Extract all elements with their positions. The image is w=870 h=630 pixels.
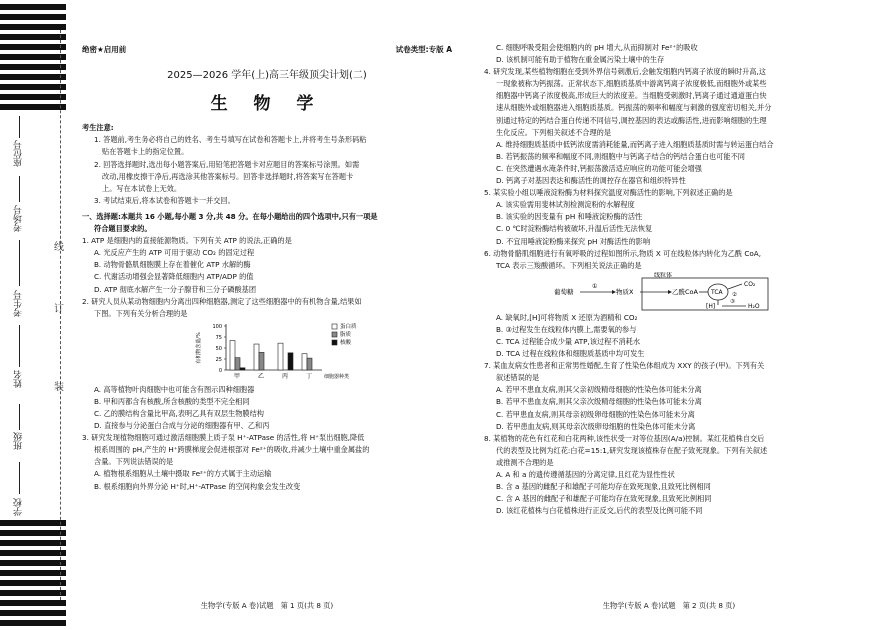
question-4-stem: 生化反应。下列相关叙述不合理的是	[496, 127, 612, 137]
notice-line: 改动,用橡皮擦干净后,再选涂其他答案标号。回答非选择题时,将答案写在答题卡	[102, 171, 354, 181]
question-7-option: C. 若甲患血友病,则其母亲初级卵母细胞的性染色体可能未分离	[496, 409, 695, 419]
mito-label: 线粒体	[654, 271, 673, 279]
binding-stripe	[0, 620, 66, 626]
respiration-diagram-svg	[554, 272, 774, 312]
bar-脂质	[235, 357, 240, 369]
question-7-option: B. 若甲不患血友病,则其父亲次级精母细胞的性染色体可能未分离	[496, 397, 702, 407]
question-4-stem: 速从细胞外或细胞器进入细胞质基质。钙振荡的频率和幅度与刺激的强度密切相关,并分	[496, 103, 772, 113]
legend-label: 脂质	[340, 331, 352, 338]
question-2-option: B. 甲和丙都含有核酸,所含核酸的类型不完全相同	[94, 396, 250, 406]
seal-mark-line: 线	[54, 242, 64, 253]
x-axis-label: 细胞器种类	[324, 373, 350, 380]
question-8-option: C. 含 A 基因的雌配子和雄配子可能均存在致死现象,且致死比例相同	[496, 494, 712, 504]
co2-label: CO₂	[744, 280, 756, 288]
x-tick-label: 丙	[281, 372, 289, 380]
question-6-option: A. 缺氧时,[H]可将物质 X 还原为酒精和 CO₂	[496, 312, 638, 322]
question-1-option: A. 光反应产生的 ATP 可用于驱动 CO₂ 的固定过程	[94, 248, 255, 258]
binding-stripe	[0, 44, 66, 50]
question-8-stem: 8. 某植物的花色有红花和白花两种,该性状受一对等位基因(A/a)控制。某红花植株自交后	[484, 433, 765, 443]
page-2	[484, 0, 854, 630]
step-2-label: ②	[732, 291, 737, 298]
question-7-option: D. 若甲患血友病,则其母亲次级卵母细胞的性染色体可能未分离	[496, 421, 696, 431]
question-2-option: A. 高等植物叶肉细胞中也可能含有图示四种细胞器	[94, 384, 255, 394]
question-3-option: B. 根系细胞向外界分泌 H⁺时,H⁺-ATPase 的空间构象会发生改变	[94, 481, 301, 491]
binding-stripe	[0, 530, 66, 536]
question-8-option: B. 含 a 基因的雌配子和雄配子可能均存在致死现象,且致死比例相同	[496, 482, 711, 492]
fill-line	[19, 325, 20, 367]
legend-label: 蛋白质	[340, 323, 357, 330]
respiration-diagram	[554, 272, 774, 312]
page-header	[82, 44, 452, 56]
x-tick-label: 丁	[305, 372, 313, 380]
step-3-label: ③	[730, 298, 735, 305]
section-heading: 符合题目要求的。	[94, 224, 152, 234]
legend-swatch	[332, 340, 337, 345]
question-6-option: B. ③过程发生在线粒体内膜上,需要氧的参与	[496, 324, 637, 334]
binding-stripe	[0, 570, 66, 576]
arrow-line	[728, 284, 742, 289]
question-5-option: C. 0 ℃时淀粉酶结构被破坏,升温后活性无法恢复	[496, 224, 653, 234]
binding-stripe	[0, 600, 66, 606]
question-2-option: C. 乙的膜结构含量比甲高,表明乙具有双层生物膜结构	[94, 408, 265, 418]
question-8-option: A. A 和 a 的遗传遵循基因的分离定律,且红花为显性性状	[496, 470, 675, 479]
binding-stripe	[0, 540, 66, 546]
question-6-option: C. TCA 过程能合成少量 ATP,该过程不消耗水	[496, 336, 641, 346]
candidate-number-label: 考生号	[14, 290, 24, 317]
question-5-option: A. 该实验需用斐林试剂检测淀粉的水解程度	[496, 200, 635, 210]
tca-label: TCA	[711, 288, 723, 296]
question-3-option: C. 细胞呼吸受阻会使细胞内的 pH 增大,从而抑制对 Fe²⁺的吸收	[496, 43, 698, 52]
notice-line: 2. 回答选择题时,选出每小题答案后,用铅笔把答题卡对应题目的答案标号涂黑。如需	[94, 159, 360, 169]
fill-line	[19, 462, 20, 494]
question-6-stem: TCA 表示三羧酸循环。下列相关说法正确的是	[496, 260, 642, 270]
binding-stripe	[0, 610, 66, 616]
binding-stripe	[0, 24, 66, 30]
paper-type-label: 试卷类型:专版 A	[395, 45, 452, 54]
question-5-stem: 5. 某实验小组以唾液淀粉酶为材料探究温度对酶活性的影响,下列叙述正确的是	[484, 188, 733, 198]
x-tick-label: 甲	[233, 372, 241, 380]
bar-chart-svg	[192, 320, 382, 384]
y-tick-label: 25	[215, 356, 222, 363]
binding-margin	[0, 0, 72, 630]
binding-stripe	[0, 14, 66, 20]
fill-line	[19, 116, 20, 138]
legend-swatch	[332, 332, 337, 337]
seat-number-label: 座位号	[14, 140, 24, 167]
question-8-stem: 或推测不合理的是	[496, 457, 554, 467]
question-5-option: B. 该实验的因变量有 pH 和唾液淀粉酶的活性	[496, 212, 643, 222]
bar-蛋白质	[302, 354, 307, 370]
y-tick-label: 50	[215, 345, 222, 352]
step-1-label: ①	[592, 282, 598, 290]
question-6-option: D. TCA 过程在线粒体和细胞质基质中均可发生	[496, 349, 645, 359]
fill-line	[19, 240, 20, 286]
binding-stripe	[0, 34, 66, 40]
seal-mark-pack: 装	[54, 382, 64, 393]
subject-title: 生 物 学	[210, 94, 324, 115]
question-6-stem: 6. 动物骨骼肌细胞进行有氧呼吸的过程如图所示,物质 X 可在线粒体内转化为乙酰 CoA,	[484, 248, 762, 258]
question-8-option: D. 该红花植株与白花植株进行正反交,后代的表型及比例可能不同	[496, 506, 703, 516]
x-tick-label: 乙	[257, 372, 265, 380]
page-1	[82, 0, 452, 630]
question-1-option: C. 代谢活动增强会显著降低细胞内 ATP/ADP 的值	[94, 272, 254, 282]
bar-脂质	[307, 358, 312, 370]
question-2-stem: 2. 研究人员从某动物细胞内分离出四种细胞器,测定了这些细胞器中的有机物含量,结果如	[82, 296, 362, 306]
binding-stripe	[0, 520, 66, 526]
bar-核酸	[288, 353, 293, 370]
legend-swatch	[332, 324, 337, 329]
question-7-option: A. 若甲不患血友病,则其父亲初级精母细胞的性染色体可能未分离	[496, 385, 702, 395]
legend-label: 核酸	[340, 339, 352, 346]
question-7-stem: 叙述错误的是	[496, 373, 540, 383]
notice-line: 贴在答题卡上的指定位置。	[102, 147, 189, 157]
fill-line	[19, 404, 20, 430]
page-footer: 生物学(专版 A 卷)试题 第 1 页(共 8 页)	[200, 600, 334, 610]
question-5-option: D. 不宜用唾液淀粉酶来探究 pH 对酶活性的影响	[496, 236, 651, 246]
question-3-option: A. 植物根系细胞从土壤中摄取 Fe²⁺的方式属于主动运输	[94, 469, 272, 479]
question-4-option: D. 钙离子对基因表达和酶活性的调控存在器官和组织特异性	[496, 176, 686, 186]
h-label: [H]	[706, 302, 716, 310]
h2o-label: H₂O	[748, 302, 760, 310]
binding-stripe	[0, 560, 66, 566]
binding-stripe	[0, 580, 66, 586]
question-4-stem: 细胞器中钙离子浓度极高,形成巨大的浓度差。当细胞受刺激时,钙离子通过通道蛋白快	[496, 91, 767, 101]
question-4-option: B. 若钙振荡的频率和幅度不同,则细胞中与钙离子结合的钙结合蛋白也可能不同	[496, 151, 745, 161]
question-4-stem: 一现象被称为钙振荡。正常状态下,细胞质基质中游离钙离子浓度极低,而细胞外或某些	[496, 79, 767, 89]
binding-stripe	[0, 54, 66, 60]
confidential-label: 绝密★启用前	[82, 45, 127, 54]
question-4-option: C. 在突然遭遇水淹条件时,钙振荡激活适应响应的功能可能会增强	[496, 163, 702, 173]
y-axis-label: 有机物含量/%	[196, 332, 202, 364]
y-tick-label: 0	[218, 367, 222, 374]
acetyl-coa-label: 乙酰CoA	[672, 287, 698, 296]
x-label: 物质X	[616, 287, 634, 296]
binding-stripe	[0, 4, 66, 10]
bar-蛋白质	[254, 344, 259, 370]
name-label: 姓名	[14, 370, 24, 388]
binding-stripe	[0, 104, 66, 110]
school-label: 学校	[14, 498, 24, 516]
binding-stripe	[0, 590, 66, 596]
question-2-stem: 下图。下列有关分析合理的是	[94, 308, 188, 318]
glucose-label: 葡萄糖	[554, 287, 574, 296]
question-4-stem: 4. 研究发现,某些植物细胞在受到外界信号刺激后,会触发细胞内钙离子浓度的瞬时升高,这	[484, 67, 766, 77]
question-8-stem: 代的表型及比例为红花:白花=15:1,研究发现该植株存在配子致死现象。下列有关叙述	[496, 445, 768, 455]
question-3-stem: 根系周围的 pH,产生的 H⁺跨膜梯度会促进根部对 Fe²⁺的吸收,并减少土壤中重金属盐的	[94, 445, 370, 455]
binding-stripe	[0, 84, 66, 90]
question-4-stem: 别通过特定的钙结合蛋白传递不同信号,调控基因的表达或酶活性,进而影响细胞的生理	[496, 115, 767, 125]
notice-line: 3. 考试结束后,将本试卷和答题卡一并交回。	[94, 195, 235, 205]
question-3-stem: 3. 研究发现植物细胞可通过激活细胞膜上质子泵 H⁺-ATPase 的活性,将 H⁺泵出细胞,降低	[82, 433, 365, 443]
notice-line: 1. 答题前,考生务必将自己的姓名、考生号填写在试卷和答题卡上,并将考生号条形码粘	[94, 135, 367, 145]
question-4-option: A. 维持细胞质基质中低钙浓度需消耗能量,而钙离子进入细胞质基质时需与转运蛋白结合	[496, 139, 774, 149]
exam-room-label: 考场号	[14, 205, 24, 232]
section-heading: 一、选择题:本题共 16 小题,每小题 3 分,共 48 分。在每小题给出的四个选项中,只有一项是	[82, 211, 378, 221]
bar-核酸	[240, 368, 245, 370]
exam-title: 2025—2026 学年(上)高三年级顶尖计划(二)	[167, 70, 367, 82]
bar-蛋白质	[278, 343, 283, 370]
binding-stripe	[0, 74, 66, 80]
question-2-option: D. 直接参与分泌蛋白合成与分泌的细胞器有甲、乙和丙	[94, 421, 270, 431]
organelle-bar-chart	[192, 320, 382, 384]
question-3-option: D. 该机制可能有助于植物在重金属污染土壤中的生存	[496, 55, 665, 65]
question-7-stem: 7. 某血友病女性患者和正常男性婚配,生育了性染色体组成为 XXY 的孩子(甲)。下列有关	[484, 361, 765, 371]
y-tick-label: 75	[215, 334, 222, 341]
notice-line: 上。写在本试卷上无效。	[102, 183, 182, 193]
question-3-stem: 含量。下列说法错误的是	[94, 457, 174, 467]
bar-脂质	[259, 352, 264, 370]
binding-stripe	[0, 550, 66, 556]
fill-line	[19, 176, 20, 202]
binding-stripe	[0, 64, 66, 70]
class-label: 班级	[14, 432, 24, 450]
binding-stripe	[0, 94, 66, 100]
notice-heading: 考生注意:	[82, 123, 114, 133]
cut-line	[60, 30, 61, 600]
page-footer: 生物学(专版 A 卷)试题 第 2 页(共 8 页)	[602, 600, 736, 610]
question-1-option: B. 动物骨骼肌细胞膜上存在着催化 ATP 水解的酶	[94, 260, 251, 270]
bar-蛋白质	[230, 340, 235, 369]
seal-mark-bind: 订	[54, 304, 64, 315]
question-1-stem: 1. ATP 是细胞内的直接能源物质。下列有关 ATP 的说法,正确的是	[82, 236, 292, 246]
question-1-option: D. ATP 彻底水解产生一分子腺苷和三分子磷酸基团	[94, 284, 257, 294]
y-tick-label: 100	[212, 323, 222, 330]
